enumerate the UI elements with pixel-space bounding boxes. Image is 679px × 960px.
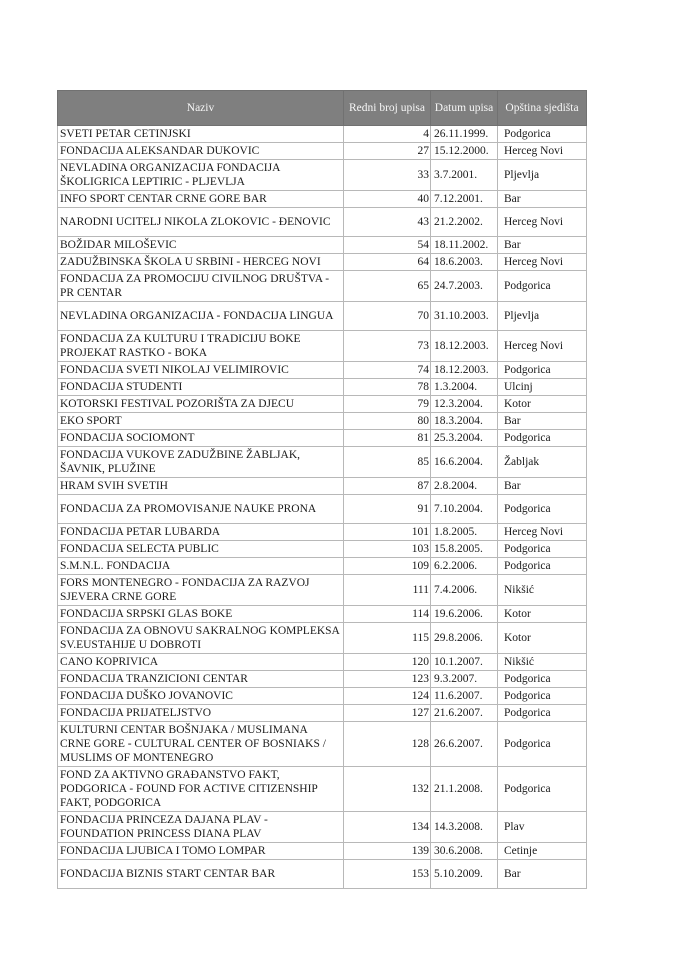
cell-date: 16.6.2004.	[431, 447, 498, 478]
cell-municipality: Podgorica	[498, 722, 587, 767]
cell-municipality: Bar	[498, 191, 587, 208]
cell-name: FONDACIJA SVETI NIKOLAJ VELIMIROVIC	[58, 362, 344, 379]
table-row	[58, 524, 587, 541]
cell-date: 19.6.2006.	[431, 606, 498, 623]
cell-date: 18.6.2003.	[431, 254, 498, 271]
cell-date: 18.11.2002.	[431, 237, 498, 254]
cell-date: 18.12.2003.	[431, 362, 498, 379]
cell-name: KOTORSKI FESTIVAL POZORIŠTA ZA DJECU	[58, 396, 344, 413]
cell-name: FONDACIJA ZA PROMOCIJU CIVILNOG DRUŠTVA - PR CENTAR	[58, 271, 344, 302]
cell-number: 124	[344, 688, 431, 705]
cell-municipality: Ulcinj	[498, 379, 587, 396]
cell-name: BOŽIDAR MILOŠEVIC	[58, 237, 344, 254]
cell-date: 24.7.2003.	[431, 271, 498, 302]
cell-municipality: Podgorica	[498, 430, 587, 447]
table-row	[58, 843, 587, 860]
cell-name: FONDACIJA SRPSKI GLAS BOKE	[58, 606, 344, 623]
cell-name: FONDACIJA PRINCEZA DAJANA PLAV - FOUNDATION PRINCESS DIANA PLAV	[58, 812, 344, 843]
table-row	[58, 396, 587, 413]
table-row	[58, 271, 587, 302]
table-row	[58, 126, 587, 143]
cell-name: FONDACIJA ALEKSANDAR DUKOVIC	[58, 143, 344, 160]
cell-name: FONDACIJA PRIJATELJSTVO	[58, 705, 344, 722]
table-row	[58, 575, 587, 606]
cell-date: 18.12.2003.	[431, 331, 498, 362]
cell-municipality: Kotor	[498, 623, 587, 654]
cell-number: 80	[344, 413, 431, 430]
cell-number: 103	[344, 541, 431, 558]
cell-date: 3.7.2001.	[431, 160, 498, 191]
cell-number: 33	[344, 160, 431, 191]
table-row	[58, 331, 587, 362]
cell-name: FONDACIJA SOCIOMONT	[58, 430, 344, 447]
cell-municipality: Podgorica	[498, 495, 587, 524]
cell-name: FONDACIJA TRANZICIONI CENTAR	[58, 671, 344, 688]
cell-name: FONDACIJA STUDENTI	[58, 379, 344, 396]
cell-name: NEVLADINA ORGANIZACIJA - FONDACIJA LINGUA	[58, 302, 344, 331]
cell-municipality: Herceg Novi	[498, 143, 587, 160]
cell-number: 40	[344, 191, 431, 208]
table-row	[58, 767, 587, 812]
cell-name: FONDACIJA ZA OBNOVU SAKRALNOG KOMPLEKSA SV.EUSTAHIJE U DOBROTI	[58, 623, 344, 654]
cell-date: 9.3.2007.	[431, 671, 498, 688]
cell-municipality: Žabljak	[498, 447, 587, 478]
table-row	[58, 143, 587, 160]
table-row	[58, 254, 587, 271]
cell-date: 29.8.2006.	[431, 623, 498, 654]
table-row	[58, 160, 587, 191]
table-row	[58, 688, 587, 705]
cell-municipality: Podgorica	[498, 705, 587, 722]
cell-municipality: Herceg Novi	[498, 208, 587, 237]
cell-date: 26.11.1999.	[431, 126, 498, 143]
cell-date: 15.8.2005.	[431, 541, 498, 558]
table-row	[58, 671, 587, 688]
cell-municipality: Nikšić	[498, 575, 587, 606]
cell-date: 1.8.2005.	[431, 524, 498, 541]
cell-name: FONDACIJA ZA KULTURU I TRADICIJU BOKE PROJEKAT RASTKO - BOKA	[58, 331, 344, 362]
cell-name: FONDACIJA VUKOVE ZADUŽBINE ŽABLJAK, ŠAVNIK, PLUŽINE	[58, 447, 344, 478]
cell-number: 114	[344, 606, 431, 623]
table-row	[58, 860, 587, 889]
cell-name: SVETI PETAR CETINJSKI	[58, 126, 344, 143]
cell-number: 111	[344, 575, 431, 606]
cell-number: 115	[344, 623, 431, 654]
cell-municipality: Herceg Novi	[498, 254, 587, 271]
cell-municipality: Bar	[498, 237, 587, 254]
table-row	[58, 705, 587, 722]
cell-municipality: Podgorica	[498, 558, 587, 575]
cell-name: KULTURNI CENTAR BOŠNJAKA / MUSLIMANA CRNE GORE - CULTURAL CENTER OF BOSNIAKS / MUSLIMS OF MONTENEGRO	[58, 722, 344, 767]
cell-date: 12.3.2004.	[431, 396, 498, 413]
cell-name: CANO KOPRIVICA	[58, 654, 344, 671]
column-header-redni-broj-upisa: Redni broj upisa	[344, 91, 431, 126]
cell-name: FONDACIJA SELECTA PUBLIC	[58, 541, 344, 558]
header-row	[58, 91, 587, 126]
cell-date: 10.1.2007.	[431, 654, 498, 671]
table-row	[58, 722, 587, 767]
cell-name: FOND ZA AKTIVNO GRAĐANSTVO FAKT, PODGORICA - FOUND FOR ACTIVE CITIZENSHIP FAKT, PODGORICA	[58, 767, 344, 812]
cell-date: 7.12.2001.	[431, 191, 498, 208]
table-row	[58, 558, 587, 575]
table-row	[58, 478, 587, 495]
column-header-datum-upisa: Datum upisa	[431, 91, 498, 126]
cell-number: 70	[344, 302, 431, 331]
cell-municipality: Herceg Novi	[498, 331, 587, 362]
table-row	[58, 302, 587, 331]
cell-municipality: Podgorica	[498, 271, 587, 302]
cell-number: 64	[344, 254, 431, 271]
cell-name: FONDACIJA ZA PROMOVISANJE NAUKE PRONA	[58, 495, 344, 524]
cell-name: EKO SPORT	[58, 413, 344, 430]
table-row	[58, 191, 587, 208]
cell-municipality: Pljevlja	[498, 160, 587, 191]
cell-municipality: Nikšić	[498, 654, 587, 671]
cell-name: NARODNI UCITELJ NIKOLA ZLOKOVIC - ĐENOVIC	[58, 208, 344, 237]
table-row	[58, 237, 587, 254]
cell-number: 54	[344, 237, 431, 254]
cell-date: 25.3.2004.	[431, 430, 498, 447]
cell-number: 43	[344, 208, 431, 237]
cell-number: 128	[344, 722, 431, 767]
cell-date: 21.2.2002.	[431, 208, 498, 237]
cell-municipality: Herceg Novi	[498, 524, 587, 541]
cell-date: 18.3.2004.	[431, 413, 498, 430]
table-row	[58, 379, 587, 396]
cell-municipality: Pljevlja	[498, 302, 587, 331]
cell-number: 120	[344, 654, 431, 671]
cell-number: 74	[344, 362, 431, 379]
cell-number: 127	[344, 705, 431, 722]
cell-date: 30.6.2008.	[431, 843, 498, 860]
cell-number: 73	[344, 331, 431, 362]
cell-municipality: Bar	[498, 860, 587, 889]
cell-municipality: Kotor	[498, 606, 587, 623]
cell-number: 27	[344, 143, 431, 160]
cell-date: 11.6.2007.	[431, 688, 498, 705]
table-row	[58, 541, 587, 558]
cell-municipality: Cetinje	[498, 843, 587, 860]
cell-name: FONDACIJA BIZNIS START CENTAR BAR	[58, 860, 344, 889]
table-row	[58, 623, 587, 654]
cell-date: 21.1.2008.	[431, 767, 498, 812]
cell-name: NEVLADINA ORGANIZACIJA FONDACIJA ŠKOLIGRICA LEPTIRIC - PLJEVLJA	[58, 160, 344, 191]
cell-number: 139	[344, 843, 431, 860]
cell-date: 2.8.2004.	[431, 478, 498, 495]
cell-date: 21.6.2007.	[431, 705, 498, 722]
foundations-registry-table	[57, 90, 587, 889]
table-row	[58, 812, 587, 843]
cell-municipality: Bar	[498, 478, 587, 495]
cell-number: 101	[344, 524, 431, 541]
cell-number: 153	[344, 860, 431, 889]
cell-date: 1.3.2004.	[431, 379, 498, 396]
column-header-naziv: Naziv	[58, 91, 344, 126]
cell-number: 132	[344, 767, 431, 812]
cell-date: 31.10.2003.	[431, 302, 498, 331]
cell-name: INFO SPORT CENTAR CRNE GORE BAR	[58, 191, 344, 208]
cell-date: 7.10.2004.	[431, 495, 498, 524]
cell-name: FONDACIJA LJUBICA I TOMO LOMPAR	[58, 843, 344, 860]
cell-municipality: Kotor	[498, 396, 587, 413]
cell-municipality: Podgorica	[498, 126, 587, 143]
cell-number: 81	[344, 430, 431, 447]
cell-municipality: Bar	[498, 413, 587, 430]
cell-number: 134	[344, 812, 431, 843]
cell-name: S.M.N.L. FONDACIJA	[58, 558, 344, 575]
table-row	[58, 430, 587, 447]
cell-name: HRAM SVIH SVETIH	[58, 478, 344, 495]
cell-number: 79	[344, 396, 431, 413]
cell-municipality: Plav	[498, 812, 587, 843]
cell-municipality: Podgorica	[498, 362, 587, 379]
cell-name: FONDACIJA PETAR LUBARDA	[58, 524, 344, 541]
cell-date: 7.4.2006.	[431, 575, 498, 606]
cell-municipality: Podgorica	[498, 767, 587, 812]
cell-number: 123	[344, 671, 431, 688]
cell-date: 15.12.2000.	[431, 143, 498, 160]
table-row	[58, 495, 587, 524]
table-row	[58, 208, 587, 237]
cell-date: 26.6.2007.	[431, 722, 498, 767]
cell-municipality: Podgorica	[498, 688, 587, 705]
table-body	[58, 126, 587, 889]
cell-number: 91	[344, 495, 431, 524]
cell-date: 5.10.2009.	[431, 860, 498, 889]
table-row	[58, 654, 587, 671]
cell-number: 65	[344, 271, 431, 302]
cell-number: 87	[344, 478, 431, 495]
table-row	[58, 413, 587, 430]
cell-municipality: Podgorica	[498, 671, 587, 688]
cell-date: 14.3.2008.	[431, 812, 498, 843]
cell-number: 78	[344, 379, 431, 396]
column-header-opstina-sjedista: Opština sjedišta	[498, 91, 587, 126]
table-row	[58, 447, 587, 478]
cell-name: ZADUŽBINSKA ŠKOLA U SRBINI - HERCEG NOVI	[58, 254, 344, 271]
cell-municipality: Podgorica	[498, 541, 587, 558]
table-header	[58, 91, 587, 126]
cell-name: FORS MONTENEGRO - FONDACIJA ZA RAZVOJ SJEVERA CRNE GORE	[58, 575, 344, 606]
table-row	[58, 362, 587, 379]
cell-number: 85	[344, 447, 431, 478]
registry-table-container	[57, 90, 586, 889]
table-row	[58, 606, 587, 623]
cell-date: 6.2.2006.	[431, 558, 498, 575]
cell-name: FONDACIJA DUŠKO JOVANOVIC	[58, 688, 344, 705]
cell-number: 4	[344, 126, 431, 143]
cell-number: 109	[344, 558, 431, 575]
